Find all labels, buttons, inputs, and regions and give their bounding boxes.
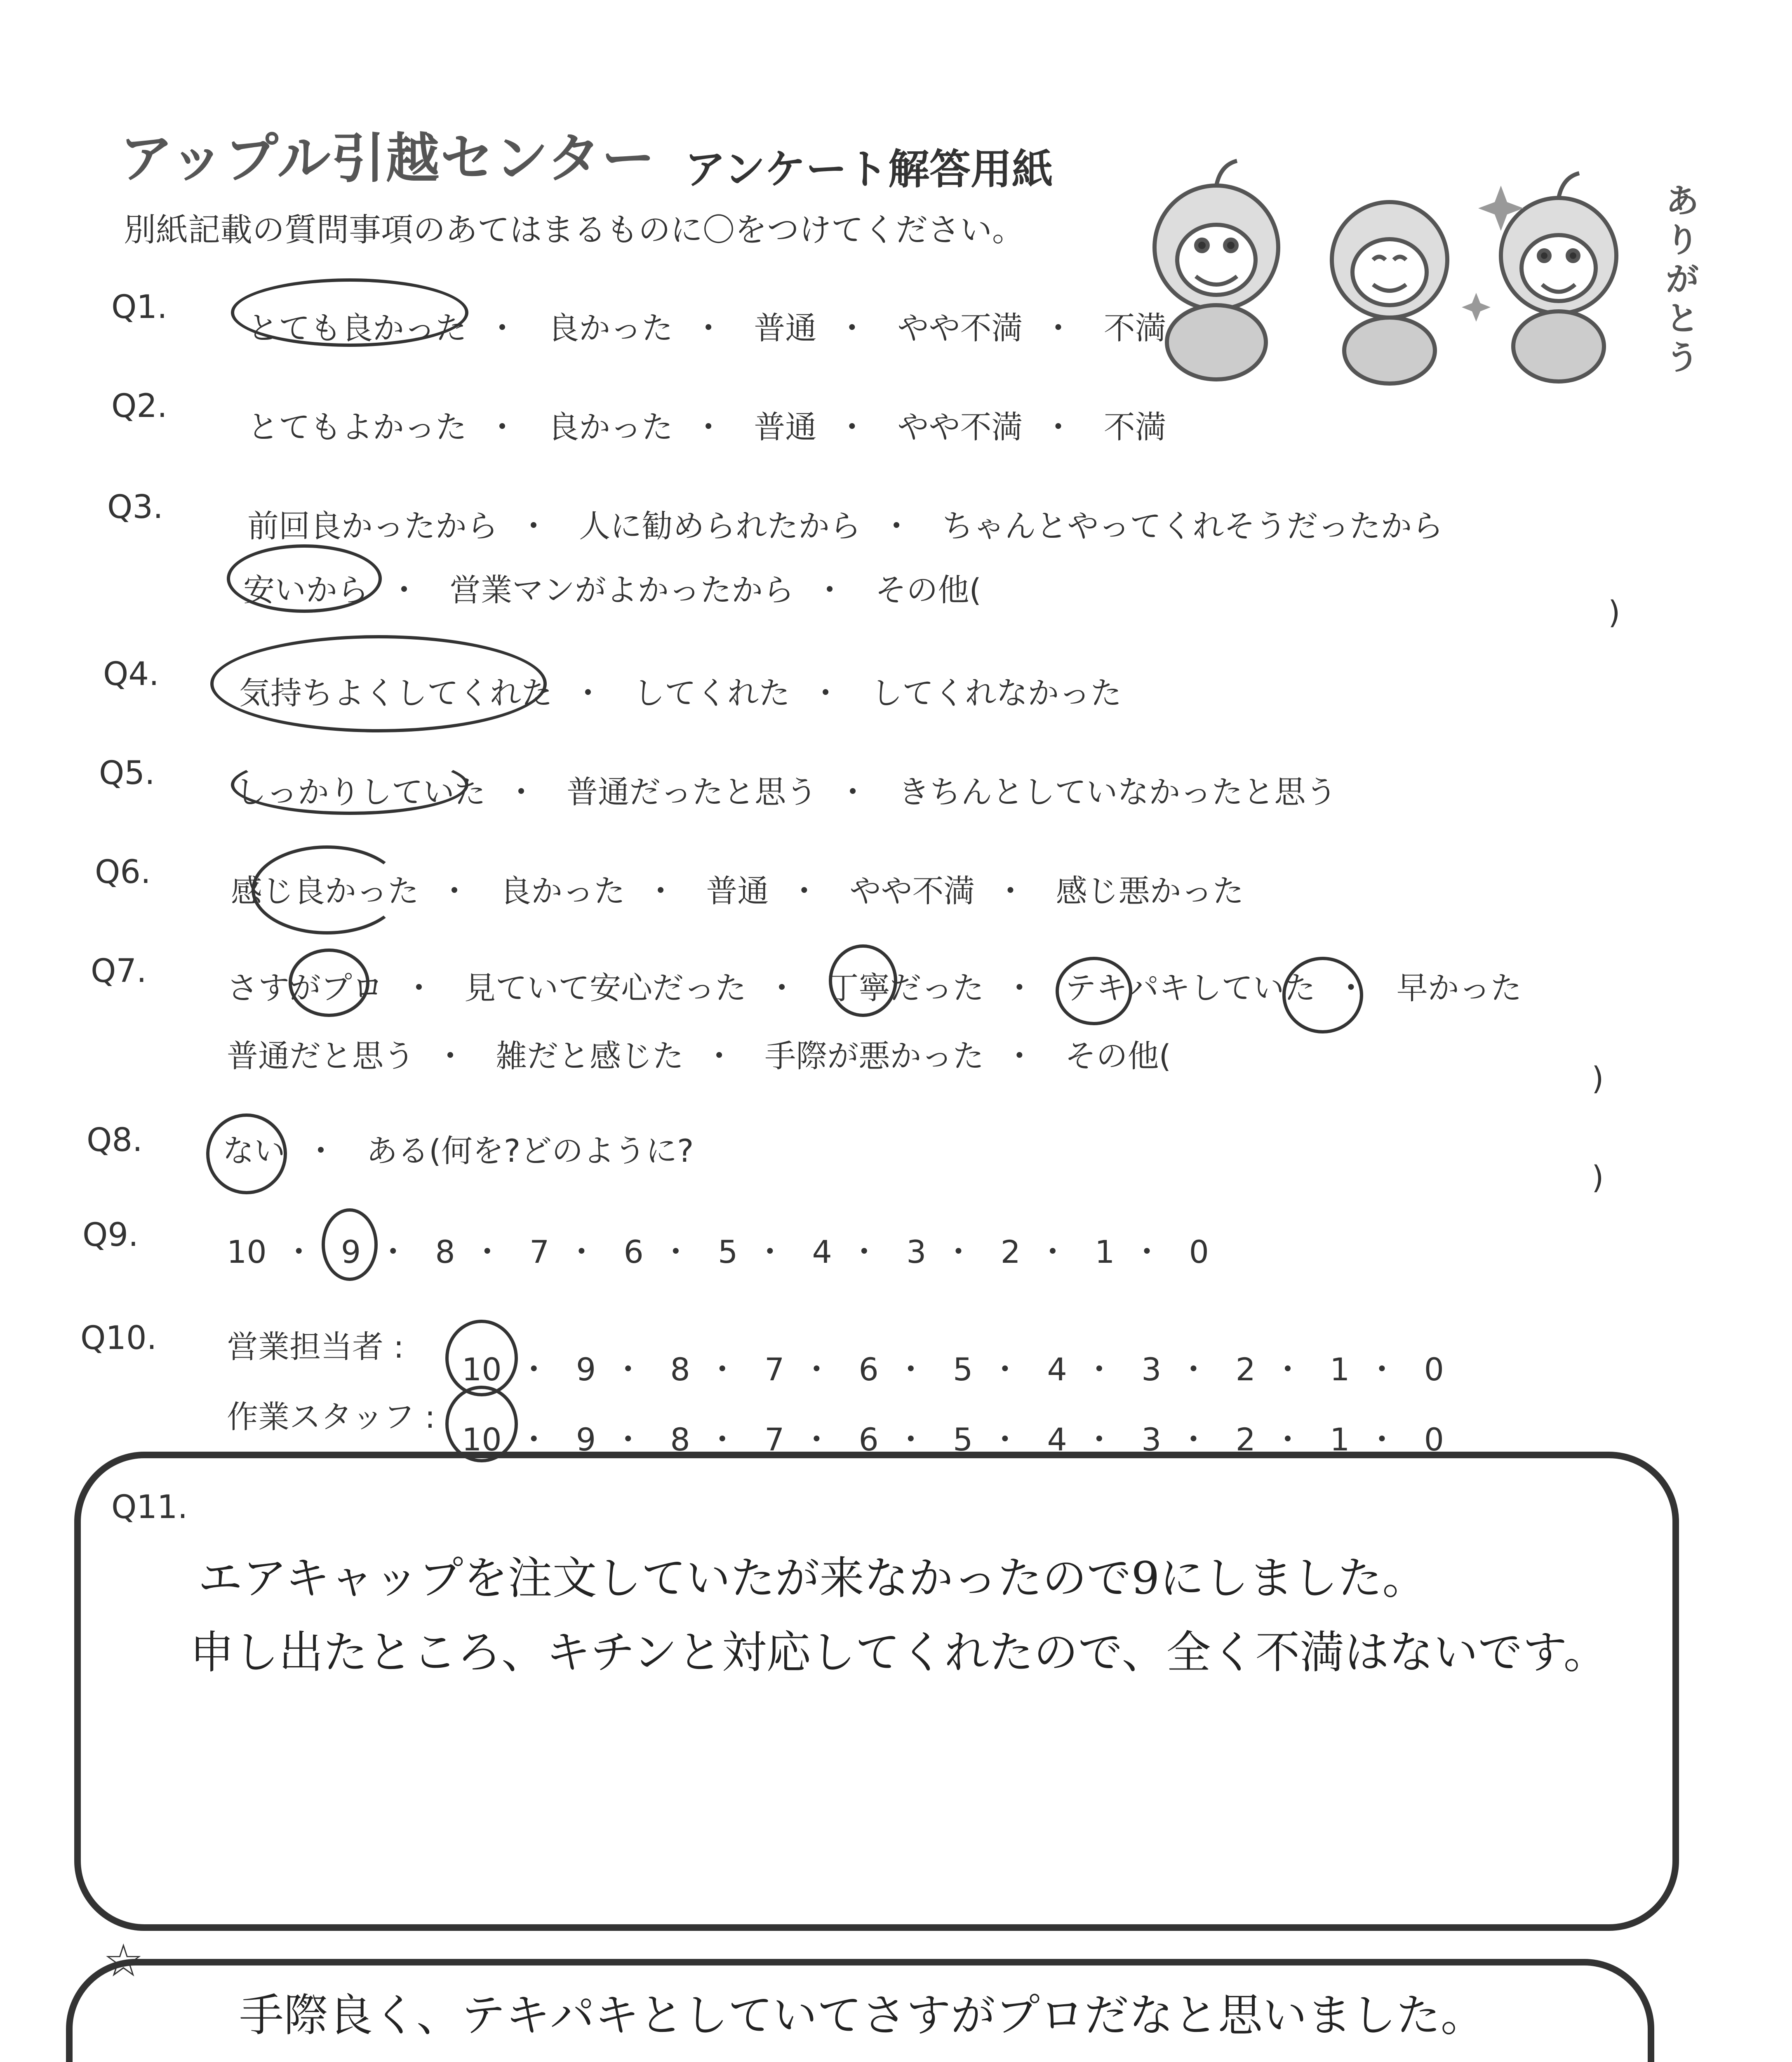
q9-score-5[interactable]: 5 — [718, 1233, 738, 1270]
q8-label: Q8. — [87, 1122, 143, 1159]
q10-sales-score-6[interactable]: 6 — [858, 1351, 879, 1388]
q10-sales-score-4[interactable]: 4 — [1047, 1351, 1067, 1388]
q1-option-2[interactable]: 良かった — [548, 310, 673, 346]
q7-selection-circle-3 — [1056, 957, 1132, 1025]
q9-score-4[interactable]: 4 — [812, 1233, 832, 1270]
q7-option-2[interactable]: 見ていて安心だった — [464, 970, 747, 1006]
q10-sales-score-7[interactable]: 7 — [764, 1351, 785, 1388]
q1-option-4[interactable]: やや不満 — [897, 310, 1023, 346]
q2-label: Q2. — [111, 388, 167, 425]
q10-sales-score-5[interactable]: 5 — [953, 1351, 973, 1388]
q7-option-other[interactable]: その他( — [1065, 1038, 1171, 1074]
q4-options: 気持ちよくしてくれた ・ してくれた ・ してくれなかった — [239, 668, 1122, 713]
q3-selection-circle — [227, 544, 382, 613]
q7-selection-circle-1 — [289, 949, 369, 1017]
monkey-mascots-illustration — [1122, 157, 1699, 388]
q1-label: Q1. — [111, 289, 167, 326]
q10-staff-label: 作業スタッフ : — [227, 1398, 435, 1435]
q6-option-4[interactable]: やや不満 — [849, 873, 975, 909]
q1-option-1[interactable]: とても良かった — [247, 310, 467, 346]
q10-sales-score-3[interactable]: 3 — [1141, 1351, 1162, 1388]
q4-option-2[interactable]: してくれた — [633, 675, 790, 711]
q10-sales-label: 営業担当者 : — [227, 1328, 404, 1365]
q8-option-2[interactable]: ある(何を?どのように? — [366, 1132, 694, 1169]
q3-options-row1: 前回良かったから ・ 人に勧められたから ・ ちゃんとやってくれそうだったから — [247, 501, 1443, 546]
q5-selection-circle — [231, 755, 468, 815]
comment-line-1: 手際良く、テキパキとしていてさすがプロだなと思いました。 — [239, 1990, 1485, 2041]
q11-answer-line-1: エアキャップを注文していたが来なかったので9にしました。 — [198, 1553, 1427, 1604]
q5-option-3[interactable]: きちんとしていなかったと思う — [898, 774, 1337, 810]
q7-option-7[interactable]: 雑だと感じた — [496, 1038, 684, 1074]
q2-option-1[interactable]: とてもよかった — [247, 409, 467, 445]
q10-sales-score-9[interactable]: 9 — [576, 1351, 596, 1388]
q3-paren-close: ) — [1608, 594, 1620, 631]
company-title: アップル引越センター — [120, 127, 656, 190]
q8-options: ない ・ ある(何を?どのように? — [223, 1126, 694, 1171]
q5-option-2[interactable]: 普通だったと思う — [567, 774, 818, 810]
q9-score-9[interactable]: 9 — [341, 1233, 361, 1270]
q3-option-other[interactable]: その他( — [875, 572, 981, 608]
q10-staff-score-1[interactable]: 1 — [1330, 1421, 1350, 1458]
q9-score-10[interactable]: 10 — [227, 1233, 267, 1270]
q7-option-5[interactable]: 早かった — [1396, 970, 1522, 1006]
q1-options: とても良かった ・ 良かった ・ 普通 ・ やや不満 ・ 不満 — [247, 303, 1166, 348]
q7-label: Q7. — [91, 953, 147, 990]
q5-option-1[interactable]: しっかりしていた — [235, 774, 486, 810]
q11-comment-box[interactable] — [74, 1452, 1679, 1931]
q5-options: しっかりしていた ・ 普通だったと思う ・ きちんとしていなかったと思う — [235, 767, 1337, 812]
q10-sales-score-8[interactable]: 8 — [670, 1351, 690, 1388]
q10-sales-score-1[interactable]: 1 — [1330, 1351, 1350, 1388]
q11-answer-line-2: 申し出たところ、キチンと対応してくれたので、全く不満はないです。 — [190, 1627, 1608, 1678]
q1-option-3[interactable]: 普通 — [754, 310, 817, 346]
q7-selection-circle-4 — [1282, 957, 1363, 1033]
q7-option-4[interactable]: テキパキしていた — [1065, 970, 1316, 1006]
q2-option-4[interactable]: やや不満 — [897, 409, 1023, 445]
q10-staff-selection-circle — [445, 1386, 518, 1462]
q3-label: Q3. — [107, 489, 163, 526]
q3-option-2[interactable]: 人に勧められたから — [579, 508, 861, 544]
q10-staff-score-2[interactable]: 2 — [1235, 1421, 1256, 1458]
q7-options-row2: 普通だと思う ・ 雑だと感じた ・ 手際が悪かった ・ その他( — [227, 1031, 1171, 1076]
q4-option-3[interactable]: してくれなかった — [871, 675, 1122, 711]
q3-option-5[interactable]: 営業マンがよかったから — [449, 572, 795, 608]
q2-option-2[interactable]: 良かった — [548, 409, 673, 445]
star-icon: ☆ — [103, 1934, 144, 1987]
q7-options-row1: さすがプロ ・ 見ていて安心だった ・ 丁寧だった ・ テキパキしていた ・ 早かった — [227, 963, 1522, 1008]
q4-label: Q4. — [103, 656, 159, 693]
q9-score-0[interactable]: 0 — [1189, 1233, 1209, 1270]
q7-option-1[interactable]: さすがプロ — [227, 970, 383, 1006]
q3-option-4[interactable]: 安いから — [243, 572, 369, 608]
q10-label: Q10. — [80, 1320, 157, 1357]
q7-option-8[interactable]: 手際が悪かった — [764, 1038, 984, 1074]
q8-paren-close: ) — [1592, 1159, 1604, 1196]
q9-score-8[interactable]: 8 — [435, 1233, 455, 1270]
q10-staff-score-10[interactable]: 10 — [462, 1421, 502, 1458]
q3-option-3[interactable]: ちゃんとやってくれそうだったから — [942, 508, 1444, 544]
q9-scale: 10 ・ 9 ・ 8 ・ 7 ・ 6 ・ 5 ・ 4 ・ 3 ・ 2 ・ 1 ・ 0 — [227, 1233, 1209, 1270]
q8-selection-circle — [206, 1113, 287, 1194]
q9-selection-circle — [322, 1208, 378, 1281]
q3-options-row2: 安いから ・ 営業マンがよかったから ・ その他( — [243, 565, 981, 610]
q7-paren-close: ) — [1592, 1060, 1604, 1097]
q10-staff-score-4[interactable]: 4 — [1047, 1421, 1067, 1458]
q10-sales-score-0[interactable]: 0 — [1424, 1351, 1444, 1388]
q9-score-6[interactable]: 6 — [623, 1233, 644, 1270]
q9-score-2[interactable]: 2 — [1000, 1233, 1021, 1270]
q6-label: Q6. — [95, 854, 151, 891]
q8-option-1[interactable]: ない — [223, 1132, 285, 1169]
q4-selection-circle — [210, 635, 547, 732]
q9-label: Q9. — [82, 1217, 139, 1254]
q9-score-1[interactable]: 1 — [1095, 1233, 1115, 1270]
q5-label: Q5. — [99, 755, 155, 792]
q10-sales-scale: 10 ・ 9 ・ 8 ・ 7 ・ 6 ・ 5 ・ 4 ・ 3 ・ 2 ・ 1 ・ 0 — [462, 1351, 1444, 1388]
q10-staff-score-8[interactable]: 8 — [670, 1421, 690, 1458]
q1-selection-circle — [231, 278, 468, 347]
q10-sales-score-2[interactable]: 2 — [1235, 1351, 1256, 1388]
q10-sales-score-10[interactable]: 10 — [462, 1351, 502, 1388]
thanks-text: ありがとう — [1666, 182, 1699, 377]
q2-option-5[interactable]: 不満 — [1103, 409, 1166, 445]
q2-options: とてもよかった ・ 良かった ・ 普通 ・ やや不満 ・ 不満 — [247, 402, 1166, 447]
q10-staff-score-9[interactable]: 9 — [576, 1421, 596, 1458]
q10-staff-score-7[interactable]: 7 — [764, 1421, 785, 1458]
q6-option-1[interactable]: 感じ良かった — [231, 873, 419, 909]
q6-option-2[interactable]: 良かった — [500, 873, 626, 909]
q6-option-3[interactable]: 普通 — [706, 873, 769, 909]
q10-staff-score-3[interactable]: 3 — [1141, 1421, 1162, 1458]
q1-option-5[interactable]: 不満 — [1103, 310, 1166, 346]
comment-line-2 — [140, 2054, 1497, 2062]
q6-options: 感じ良かった ・ 良かった ・ 普通 ・ やや不満 ・ 感じ悪かった — [231, 866, 1244, 911]
q9-score-7[interactable]: 7 — [529, 1233, 550, 1270]
q2-option-3[interactable]: 普通 — [754, 409, 817, 445]
form-subtitle: アンケート解答用紙 — [684, 145, 1053, 193]
q10-staff-scale: 10 ・ 9 ・ 8 ・ 7 ・ 6 ・ 5 ・ 4 ・ 3 ・ 2 ・ 1 ・ 0 — [462, 1421, 1444, 1458]
q7-option-3[interactable]: 丁寧だった — [827, 970, 984, 1006]
q10-staff-score-0[interactable]: 0 — [1424, 1421, 1444, 1458]
q4-option-1[interactable]: 気持ちよくしてくれた — [239, 675, 553, 711]
q10-sales-selection-circle — [445, 1320, 518, 1396]
q10-staff-score-5[interactable]: 5 — [953, 1421, 973, 1458]
q7-selection-circle-2 — [829, 944, 897, 1017]
q7-option-6[interactable]: 普通だと思う — [227, 1038, 415, 1074]
instruction-text: 別紙記載の質問事項のあてはまるものに〇をつけてください。 — [124, 212, 1025, 249]
q3-option-1[interactable]: 前回良かったから — [247, 508, 498, 544]
q11-label: Q11. — [111, 1489, 188, 1526]
q6-option-5[interactable]: 感じ悪かった — [1056, 873, 1244, 909]
q6-selection-circle — [252, 845, 402, 934]
q10-staff-score-6[interactable]: 6 — [858, 1421, 879, 1458]
q9-score-3[interactable]: 3 — [906, 1233, 927, 1270]
